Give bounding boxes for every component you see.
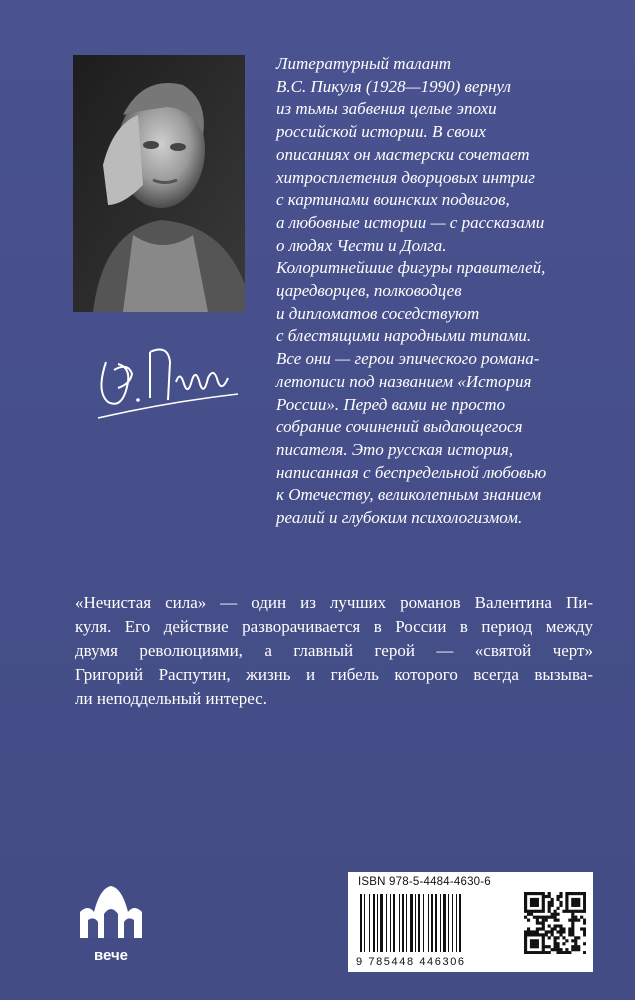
bio-line: написанная с беспредельной любовью	[276, 462, 547, 482]
bio-line: Колоритнейшие фигуры правителей,	[276, 258, 546, 278]
description-line: куля. Его действие разворачивается в России в период между	[75, 617, 593, 636]
bio-line: писателя. Это русская история,	[276, 439, 514, 459]
barcode-panel	[348, 872, 593, 972]
isbn-text: ISBN 978-5-4484-4630-6	[358, 876, 491, 888]
bio-line: хитросплетения дворцовых интриг	[276, 167, 535, 187]
author-portrait-photo	[73, 55, 245, 312]
bio-line: и дипломатов соседствуют	[276, 303, 480, 323]
bio-line: с картинами воинских подвигов,	[276, 190, 510, 210]
description-line: ли неподдельный интерес.	[75, 689, 267, 708]
bio-line: Литературный талант	[276, 54, 452, 73]
ean-barcode	[356, 894, 516, 954]
bio-line: а любовные истории — с рассказами	[276, 212, 545, 232]
bio-line: описаниях он мастерски сочетает	[276, 144, 530, 164]
description-line: Григорий Распутин, жизнь и гибель которого всегда вызыва-	[75, 665, 593, 684]
bio-line: с блестящими народными типами.	[276, 326, 532, 346]
book-description-text	[75, 591, 593, 711]
publisher-logo	[74, 882, 148, 966]
bio-line: российской истории. В своих	[276, 122, 486, 142]
description-line: двумя революциями, а главный герой — «святой черт»	[75, 641, 593, 660]
bio-line: России». Перед вами не просто	[276, 394, 506, 414]
bio-line: летописи под названием «История	[276, 371, 532, 391]
author-biography-text	[276, 53, 606, 530]
publisher-logo-text: вече	[93, 947, 129, 964]
bio-line: реалий и глубоким психологизмом.	[276, 508, 523, 528]
bio-line: царедворцев, полководцев	[276, 281, 462, 301]
bio-line: о людях Чести и Долга.	[276, 235, 447, 255]
bio-line: В.С. Пикуля (1928—1990) вернул	[276, 76, 511, 96]
bio-line: собрание сочинений выдающегося	[276, 417, 523, 437]
description-line: «Нечистая сила» — один из лучших романов Валентина Пи-	[75, 593, 593, 612]
bio-line: Все они — герои эпического романа-	[276, 349, 540, 369]
author-signature	[88, 322, 258, 432]
bio-line: из тьмы забвения целые эпохи	[276, 99, 497, 119]
qr-code	[524, 892, 586, 954]
bio-line: к Отечеству, великолепным знанием	[276, 485, 542, 505]
barcode-digits: 9 785448 446306	[356, 956, 466, 968]
